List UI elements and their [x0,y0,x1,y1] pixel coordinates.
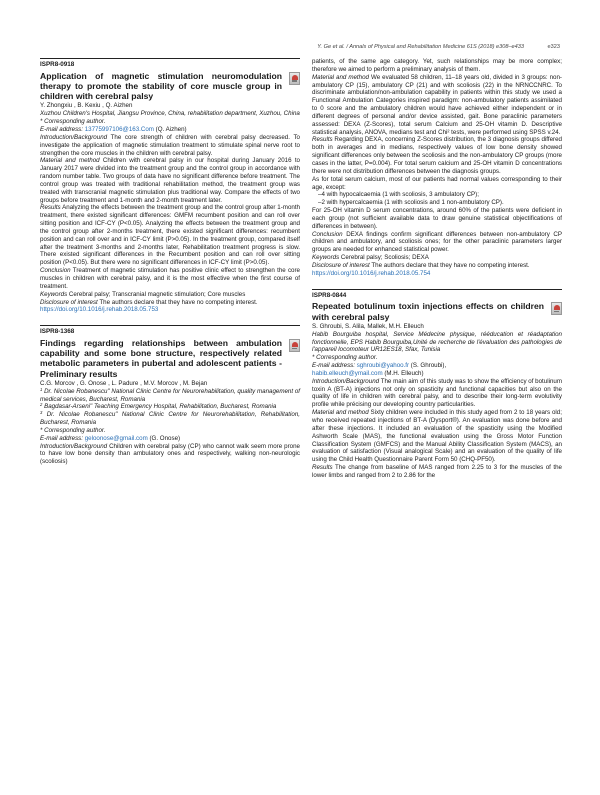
results-para [40,204,300,267]
abstract-title: Application of magnetic stimulation neuromodulation therapy to promote the stability of core muscle group in children with cerebral palsy [40,70,282,102]
section-label: Disclosure of interest [40,298,98,306]
section-label: Conclusion [312,230,343,238]
doi-link[interactable]: https://doi.org/10.1016/j.rehab.2018.05.754 [312,269,431,277]
intro-para [312,378,562,409]
corresponding-note: * Corresponding author. [40,118,106,126]
email-owner: (S. Ghroubi), [409,362,447,370]
left-column [40,58,300,466]
section-label: Keywords [312,254,340,262]
section-label: Material and method [312,409,369,417]
affiliation-2: $^2$ Bagdasar-Arseni" Teaching Emergency Hospital, Rehabilitation, Bucharest, Romania [40,402,277,411]
disclosure-para [312,262,562,270]
section-text: Treatment of magnetic stimulation has positive clinic effect to strengthen the core muscles in children with cerebral palsy, and it is the most effective when the first course of treatment. [40,267,300,290]
list-item: –4 with hypocalcaemia (1 with scoliosis, 3 ambulatory CP); [318,191,479,199]
section-text: Analyzing the effects between the treatment group and the control group after 1-month treatment, there existed significant differences: GMFM recumbent position and can roll over sitting position and ICF-CY (P<0.05). Analyzing the effects between the treatment group and the control group after 2-months treatment, there existed significant differences: recumbent position and can roll over and in ICF-CY limit (P>0.05). In the treatment group, compared itself after the treatment 3-months and 2-months later, Rehabilitation treatment progress is slow. There existed significant differences in the Recumbent position and can roll over sitting position (P<0.05). But there were no significant differences in ICF-CY limit (P>0.05). [40,204,300,267]
email-line [312,362,562,370]
affiliation-1: $^1$ Dr. Nicolae Robanescu" National Clinic Centre for Neurorehabilitation, quality management of medical services, Bucharest, Romania [40,386,300,403]
section-text: The core strength of children with cerebral palsy decreased. To investigate the application of magnetic stimulation treatment to stimulate spinal nerve root to strengthen the core muscles in the children with cerebral palsy. [40,133,301,157]
abstract-code: ISPR8-0844 [312,291,347,299]
abstract-title: Repeated botulinum toxin injections effects on children with cerebral palsy [312,301,544,322]
email-line-2 [312,370,562,378]
email-link[interactable]: habib.elleuch@ymail.com [312,369,383,377]
keywords-para [40,291,300,299]
section-label: Material and method [40,157,100,165]
conclusion-para [312,231,562,255]
intro-para [40,443,300,467]
email-line [40,126,300,134]
vitamin-d-para: For 25-OH vitamin D serum concentrations, around 60% of the patients were deficient in each group (not sufficient available data to draw genuine statistical objectifications of differences in between). [312,207,562,230]
right-column [312,58,562,480]
section-label: Results [312,464,333,472]
divider [40,58,300,59]
email-label: E-mail address: [312,362,357,370]
keywords-para [312,254,562,262]
affiliation-3: $^3$ Dr. Nicolae Robanescu" National Clinic Centre for Neurorehabilitation, Rehabilitation, Bucharest, Romania [40,410,300,427]
check-for-updates-icon[interactable] [551,302,562,315]
continued-para: patients, of the same age category. Yet, such relationships may be more complex; therefore we aimed to perform a preliminary analysis of them. [312,58,562,73]
section-text: We evaluated 58 children, 11–18 years old, divided in 3 groups: non-ambulatory CP (15), ambulatory CP (21) and with scoliosis (22) in the NRNCCNRC. To discriminate ambulation/non-ambulation capability in patients within this study we used a Functional Ambulation Categories inspired paradigm: non-ambulatory patients assimilated to 0 score and the ambulatory children would have achieved either independent or in different degrees of personal and/or device assisted, gait. Bone paraclinic parameters assessed: DEXA (Z-Scores), total serum Calcium and 25-OH vitamin D. Descriptive statistical analysis, ANOVA, medians test and Chi² tests, were performed using SPSS v.24. [312,73,562,136]
abstract-title-row [312,301,562,321]
corresponding-note: * Corresponding author. [40,426,106,434]
results-para [312,136,562,175]
section-label: Results [312,136,333,144]
check-for-updates-icon[interactable] [289,339,300,352]
email-label: E-mail address: [40,434,85,442]
abstract-title: Findings regarding relationships between ambulation capability and some bone structure, respectively related metabolic parameters in pubertal and adolescent patients - Preliminary results [40,338,282,379]
section-text: DEXA findings confirm significant differences between non-ambulatory CP children and ambulatory, and scoliosis ones; for the other paraclinic parameters larger groups are needed for enhanced statistical power. [312,230,562,254]
authors: Y. Zhongxiu , B. Kexiu , Q. Aizhen [40,102,133,110]
section-label: Introduction/Background [312,377,380,385]
doi-link[interactable]: https://doi.org/10.1016/j.rehab.2018.05.753 [40,306,159,314]
email-link[interactable]: sghroubi@yahoo.fr [356,362,410,370]
running-header [40,44,560,54]
calcium-para: As for total serum calcium, most of our patients had normal values corresponding to their age, except: [312,175,562,191]
abstract-title-row [40,338,300,379]
abstract-code: ISPR8-1368 [40,328,75,336]
section-text: The authors declare that they have no competing interest. [99,298,258,306]
section-text: Cerebral palsy; Scoliosis; DEXA [340,254,429,262]
email-link[interactable]: 13775997106@163.Com [84,125,154,133]
authors: S. Ghroubi, S. Alila, Mallek, M.H. Elleuch [312,322,424,330]
corresponding-note: * Corresponding author. [312,354,378,362]
section-label: Keywords [40,290,68,298]
section-label: Introduction/Background [40,442,108,450]
list-item: –2 with hypercalcaemia (1 with scoliosis and 1 non-ambulatory CP). [318,199,504,207]
check-for-updates-icon[interactable] [289,72,300,85]
email-link[interactable]: geloonose@gmail.com [84,434,148,442]
section-text: The main aim of this study was to show the efficiency of botulinum toxin A (BT-A) injections not only on spasticity and functional capacities but also on the quality of life in children with cerebral palsy, and to describe their long-term evolutivity profile while précising our developing country particularities. [312,377,562,409]
section-text: Children with cerebral palsy in our hospital during January 2016 to January 2017 were divided into the treatment group and the control group in accordance with random number table. Two groups of data have no significant difference before treatment. The control group was treated with traditional rehabilitation method, the treatment group was treated with transcranial magnetic stimulation plus traditional way. Compare the effects of two groups before treatment and 1-month and 2-month treatment later. [40,157,300,204]
section-text: Sixty children were included in this study aged from 2 to 18 years old; who received repeated injections of BT-A (Dysport®). An evaluation was done before and after these injections. It included an evaluation of the spasticity using the Modified Ashworth Scale (MAS), the functional evaluation using the Gross Motor Function Classification System (GMFCS) and the Manual Ability Classification System (MACS), an evaluation of satisfaction (Visual analogical Scale) and an evaluation of the quality of life using the Child Health Questionnaire Parent Form 50 (CHQ-PF50). [312,409,562,464]
section-label: Results [40,204,61,212]
section-label: Introduction/Background [40,133,108,141]
method-para [40,157,300,204]
authors: C.G. Morcov , G. Onose , L. Padure , M.V. Morcov , M. Bejan [40,379,208,387]
section-label: Material and method [312,73,369,81]
affiliation: Habib Bourguiba hospital, Service Médecine physique, rééducation et réadaptation fonctionnelle, EPS Habib Bourguiba,Unité de recherche de l'évaluation des pathologies de l'appareil locomoteur UR12ES18, Sfax, Tunisia [312,330,562,354]
affiliation: Xuzhou Children's Hospital, Jiangsu Province, China, rehabilitation department, Xuzhou, China [40,110,300,118]
email-owner: (Q. Aizhen) [153,125,187,133]
disclosure-para [40,299,300,307]
email-label: E-mail address: [40,125,85,133]
page-number: e323 [547,44,560,50]
method-para [312,409,562,464]
abstract-title-row [40,71,300,102]
email-line [40,435,300,443]
intro-para [40,134,300,158]
section-text: The authors declare that they have no competing interest. [371,261,530,269]
section-text: Cerebral palsy; Transcranial magnetic stimulation; Core muscles [68,290,246,298]
section-text: Regarding DEXA, concerning Z-Scores distribution, the 3 diagnosis groups differed both in averages and in medians, respectively values of low bone density showed significant differences only between the scoliosis and the non-ambulatory CP groups (more cases in the latter, P=0.004). For total serum calcium and 25-OH vitamin D concentrations there were not distribution differences between the diagnosis groups. [312,136,562,175]
divider [312,289,562,290]
divider [40,325,300,326]
section-label: Conclusion [40,267,71,275]
email-owner: (G. Onose) [147,434,181,442]
results-para [312,464,562,480]
method-para [312,74,562,137]
abstract-code: ISPR8-0918 [40,61,75,68]
section-text: The change from baseline of MAS ranged from 2.25 to 3 for the muscles of the lower limbs and ranged from 2 to 2.86 for the [312,464,562,479]
section-label: Disclosure of interest [312,261,370,269]
journal-citation: Y. Ge et al. / Annals of Physical and Rehabilitation Medicine 61S (2018) e308–e433 [317,44,524,50]
email-owner: (M.H. Elleuch) [382,369,424,377]
section-text: Children with cerebral palsy (CP) who cannot walk seem more prone to have low bone density than ambulatory ones and respectively, walking non-neurologic (scoliosis) [40,442,300,466]
conclusion-para [40,267,300,291]
